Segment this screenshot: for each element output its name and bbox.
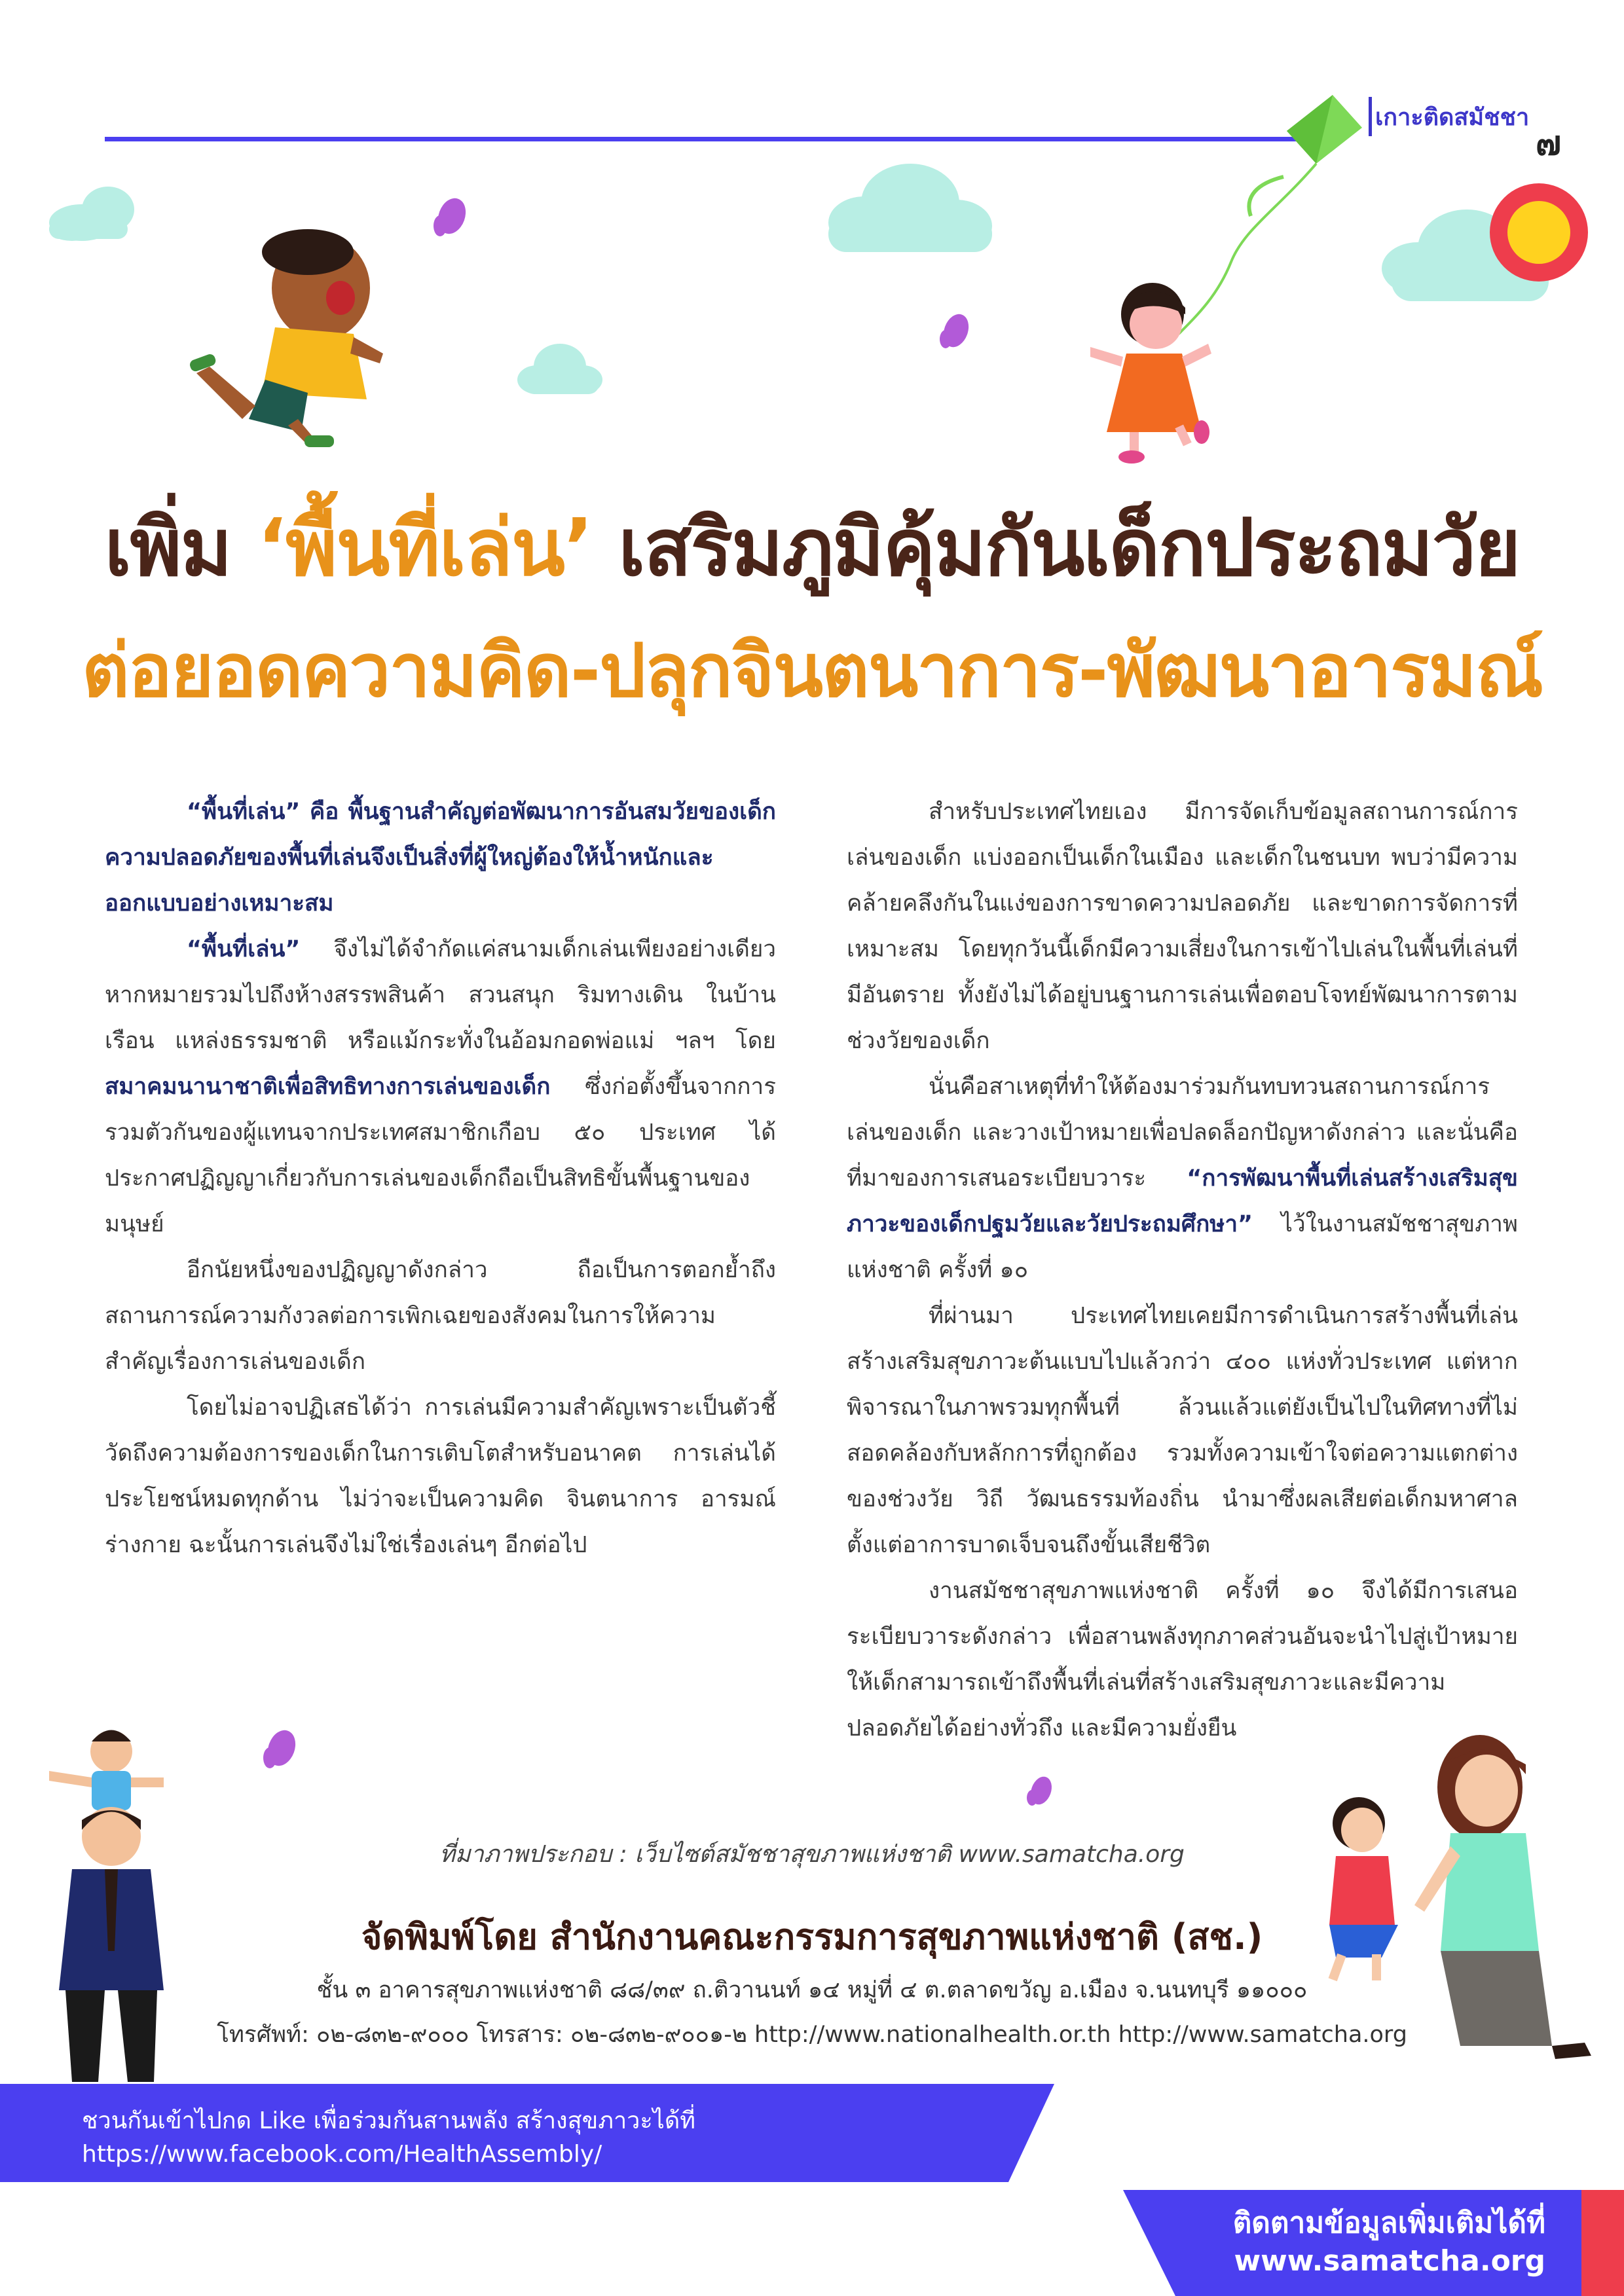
left-paragraph-3: อีกนัยหนึ่งของปฏิญญาดังกล่าว ถือเป็นการตอกย้ำถึงสถานการณ์ความกังวลต่อการเพิกเฉยของสังคมในการให้ความสำคัญเรื่องการเล่นของเด็ก bbox=[105, 1257, 776, 1375]
top-illustration bbox=[0, 0, 1624, 471]
left-paragraph-1 bbox=[105, 789, 776, 926]
butterfly-icon bbox=[939, 310, 973, 350]
right-p2-bold: “การพัฒนาพื้นที่เล่นสร้างเสริมสุขภาวะของเด็กปฐมวัยและวัยประถมศึกษา” bbox=[847, 1165, 1518, 1237]
left-p2-text-a: จึงไม่ได้จำกัดแค่สนามเด็กเล่นเพียงอย่างเดียว หากหมายรวมไปถึงห้างสรรพสินค้า สวนสนุก ริมทางเดิน ในบ้านเรือน แหล่งธรรมชาติ หรือแม้กระทั่งในอ้อมกอดพ่อแม่ ฯลฯ โดย bbox=[105, 936, 776, 1054]
headline-line-2: ต่อยอดความคิด-ปลุกจินตนาการ-พัฒนาอารมณ์ bbox=[81, 629, 1543, 714]
headline-prefix: เพิ่ม bbox=[104, 503, 257, 594]
right-paragraph-3: ที่ผ่านมา ประเทศไทยเคยมีการดำเนินการสร้างพื้นที่เล่นสร้างเสริมสุขภาวะต้นแบบไปแล้วกว่า ๔๐๐ แห่งทั่วประเทศ แต่หากพิจารณาในภาพรวมทุกพื้นที่ ล้วนแล้วแต่ยังเป็นไปในทิศทางที่ไม่สอดคล้องกับหลักการที่ถูกต้อง รวมทั้งความเข้าใจต่อความแตกต่างของช่วงวัย วิถี วัฒนธรรมท้องถิ่น นำมาซึ่งผลเสียต่อเด็กมหาศาลตั้งแต่อาการบาดเจ็บจนถึงขั้นเสียชีวิต bbox=[847, 1303, 1518, 1558]
cloud-icon bbox=[49, 187, 134, 241]
headline-highlight: ‘พื้นที่เล่น’ bbox=[257, 503, 593, 594]
kite-icon bbox=[1179, 95, 1362, 334]
girl-with-kite-illustration bbox=[1090, 283, 1211, 464]
right-paragraph-4: งานสมัชชาสุขภาพแห่งชาติ ครั้งที่ ๑๐ จึงได้มีการเสนอระเบียบวาระดังกล่าว เพื่อสานพลังทุกภาคส่วนอันจะนำไปสู่เป้าหมายให้เด็กสามารถเข้าถึงพื้นที่เล่นที่สร้างเสริมสุขภาวะและมีความปลอดภัยได้อย่างทั่วถึง และมีความยั่งยืน bbox=[847, 1578, 1518, 1741]
left-paragraph-2 bbox=[105, 926, 776, 1247]
publisher-contact: โทรศัพท์: ๐๒-๘๓๒-๙๐๐๐ โทรสาร: ๐๒-๘๓๒-๙๐๐๑-๒ http://www.nationalhealth.or.th http://www.samatcha.org bbox=[217, 2022, 1407, 2048]
website-link[interactable]: www.samatcha.org bbox=[1234, 2244, 1545, 2278]
right-p2-text-a: นั่นคือสาเหตุที่ทำให้ต้องมาร่วมกันทบทวนสถานการณ์การเล่นของเด็ก และวางเป้าหมายเพื่อปลดล็อกปัญหาดังกล่าว และนั่นคือที่มาของการเสนอระเบียบวาระ bbox=[847, 1074, 1518, 1192]
right-paragraph-2 bbox=[847, 1064, 1518, 1293]
facebook-link[interactable]: https://www.facebook.com/HealthAssembly/ bbox=[82, 2141, 602, 2168]
follow-text: ติดตามข้อมูลเพิ่มเติมได้ที่ bbox=[1232, 2206, 1545, 2240]
headline-suffix: เสริมภูมิคุ้มกันเด็กประถมวัย bbox=[592, 503, 1520, 594]
cloud-icon bbox=[517, 344, 602, 394]
right-column bbox=[847, 789, 1518, 1751]
publisher-address: ชั้น ๓ อาคารสุขภาพแห่งชาติ ๘๘/๓๙ ถ.ติวานนท์ ๑๔ หมู่ที่ ๔ ต.ตลาดขวัญ อ.เมือง จ.นนทบุรี ๑๑๐๐๐ bbox=[316, 1977, 1308, 2003]
sun-icon bbox=[1490, 183, 1588, 282]
right-p2-text-b: ไว้ในงานสมัชชาสุขภาพแห่งชาติ ครั้งที่ ๑๐ bbox=[847, 1211, 1518, 1283]
right-paragraph-1: สำหรับประเทศไทยเอง มีการจัดเก็บข้อมูลสถานการณ์การเล่นของเด็ก แบ่งออกเป็นเด็กในเมือง และเด็กในชนบท พบว่ามีความคล้ายคลึงกันในแง่ของการขาดความปลอดภัย และขาดการจัดการที่เหมาะสม โดยทุกวันนี้เด็กมีความเสี่ยงในการเข้าไปเล่นในพื้นที่เล่นที่มีอันตราย ทั้งยังไม่ได้อยู่บนฐานการเล่นเพื่อตอบโจทย์พัฒนาการตามช่วงวัยของเด็ก bbox=[847, 799, 1518, 1054]
left-p2-text-b: ซึ่งก่อตั้งขึ้นจากการรวมตัวกันของผู้แทนจากประเทศสมาชิกเกือบ ๕๐ ประเทศ ได้ประกาศปฏิญญาเกี่ยวกับการเล่นของเด็กถือเป็นสิทธิขั้นพื้นฐานของมนุษย์ bbox=[105, 1074, 776, 1237]
left-column bbox=[105, 789, 776, 1568]
left-paragraph-4: โดยไม่อาจปฏิเสธได้ว่า การเล่นมีความสำคัญเพราะเป็นตัวชี้วัดถึงความต้องการของเด็กในการเติบโตสำหรับอนาคต การเล่นได้ประโยชน์หมดทุกด้าน ไม่ว่าจะเป็นความคิด จินตนาการ อารมณ์ ร่างกาย ฉะนั้นการเล่นจึงไม่ใช่เรื่องเล่นๆ อีกต่อไป bbox=[105, 1394, 776, 1558]
mother-and-daughter-illustration bbox=[1329, 1735, 1591, 2059]
butterfly-icon bbox=[1027, 1774, 1056, 1808]
left-p2-bold-lead: “พื้นที่เล่น” bbox=[187, 936, 301, 962]
left-p2-bold-org: สมาคมนานาชาติเพื่อสิทธิทางการเล่นของเด็ก bbox=[105, 1074, 551, 1100]
running-boy-illustration bbox=[189, 229, 383, 447]
page-number: ๗ bbox=[1536, 124, 1562, 163]
butterfly-icon bbox=[434, 194, 471, 238]
headline-line-1 bbox=[0, 484, 1624, 610]
image-source-credit: ที่มาภาพประกอบ : เว็บไซต์สมัชชาสุขภาพแห่งชาติ www.samatcha.org bbox=[439, 1841, 1185, 1868]
publisher-line: จัดพิมพ์โดย สำนักงานคณะกรรมการสุขภาพแห่งชาติ (สช.) bbox=[361, 1916, 1263, 1958]
left-p1-bold: “พื้นที่เล่น” คือ พื้นฐานสำคัญต่อพัฒนาการอันสมวัยของเด็ก ความปลอดภัยของพื้นที่เล่นจึงเป็นสิ่งที่ผู้ใหญ่ต้องให้น้ำหนักและออกแบบอย่างเหมาะสม bbox=[105, 799, 776, 917]
butterfly-icon bbox=[263, 1726, 301, 1770]
facebook-invite-text: ชวนกันเข้าไปกด Like เพื่อร่วมกันสานพลัง สร้างสุขภาวะได้ที่ bbox=[82, 2107, 695, 2134]
section-title: เกาะติดสมัชชา bbox=[1375, 104, 1530, 131]
cloud-icon bbox=[828, 164, 992, 252]
